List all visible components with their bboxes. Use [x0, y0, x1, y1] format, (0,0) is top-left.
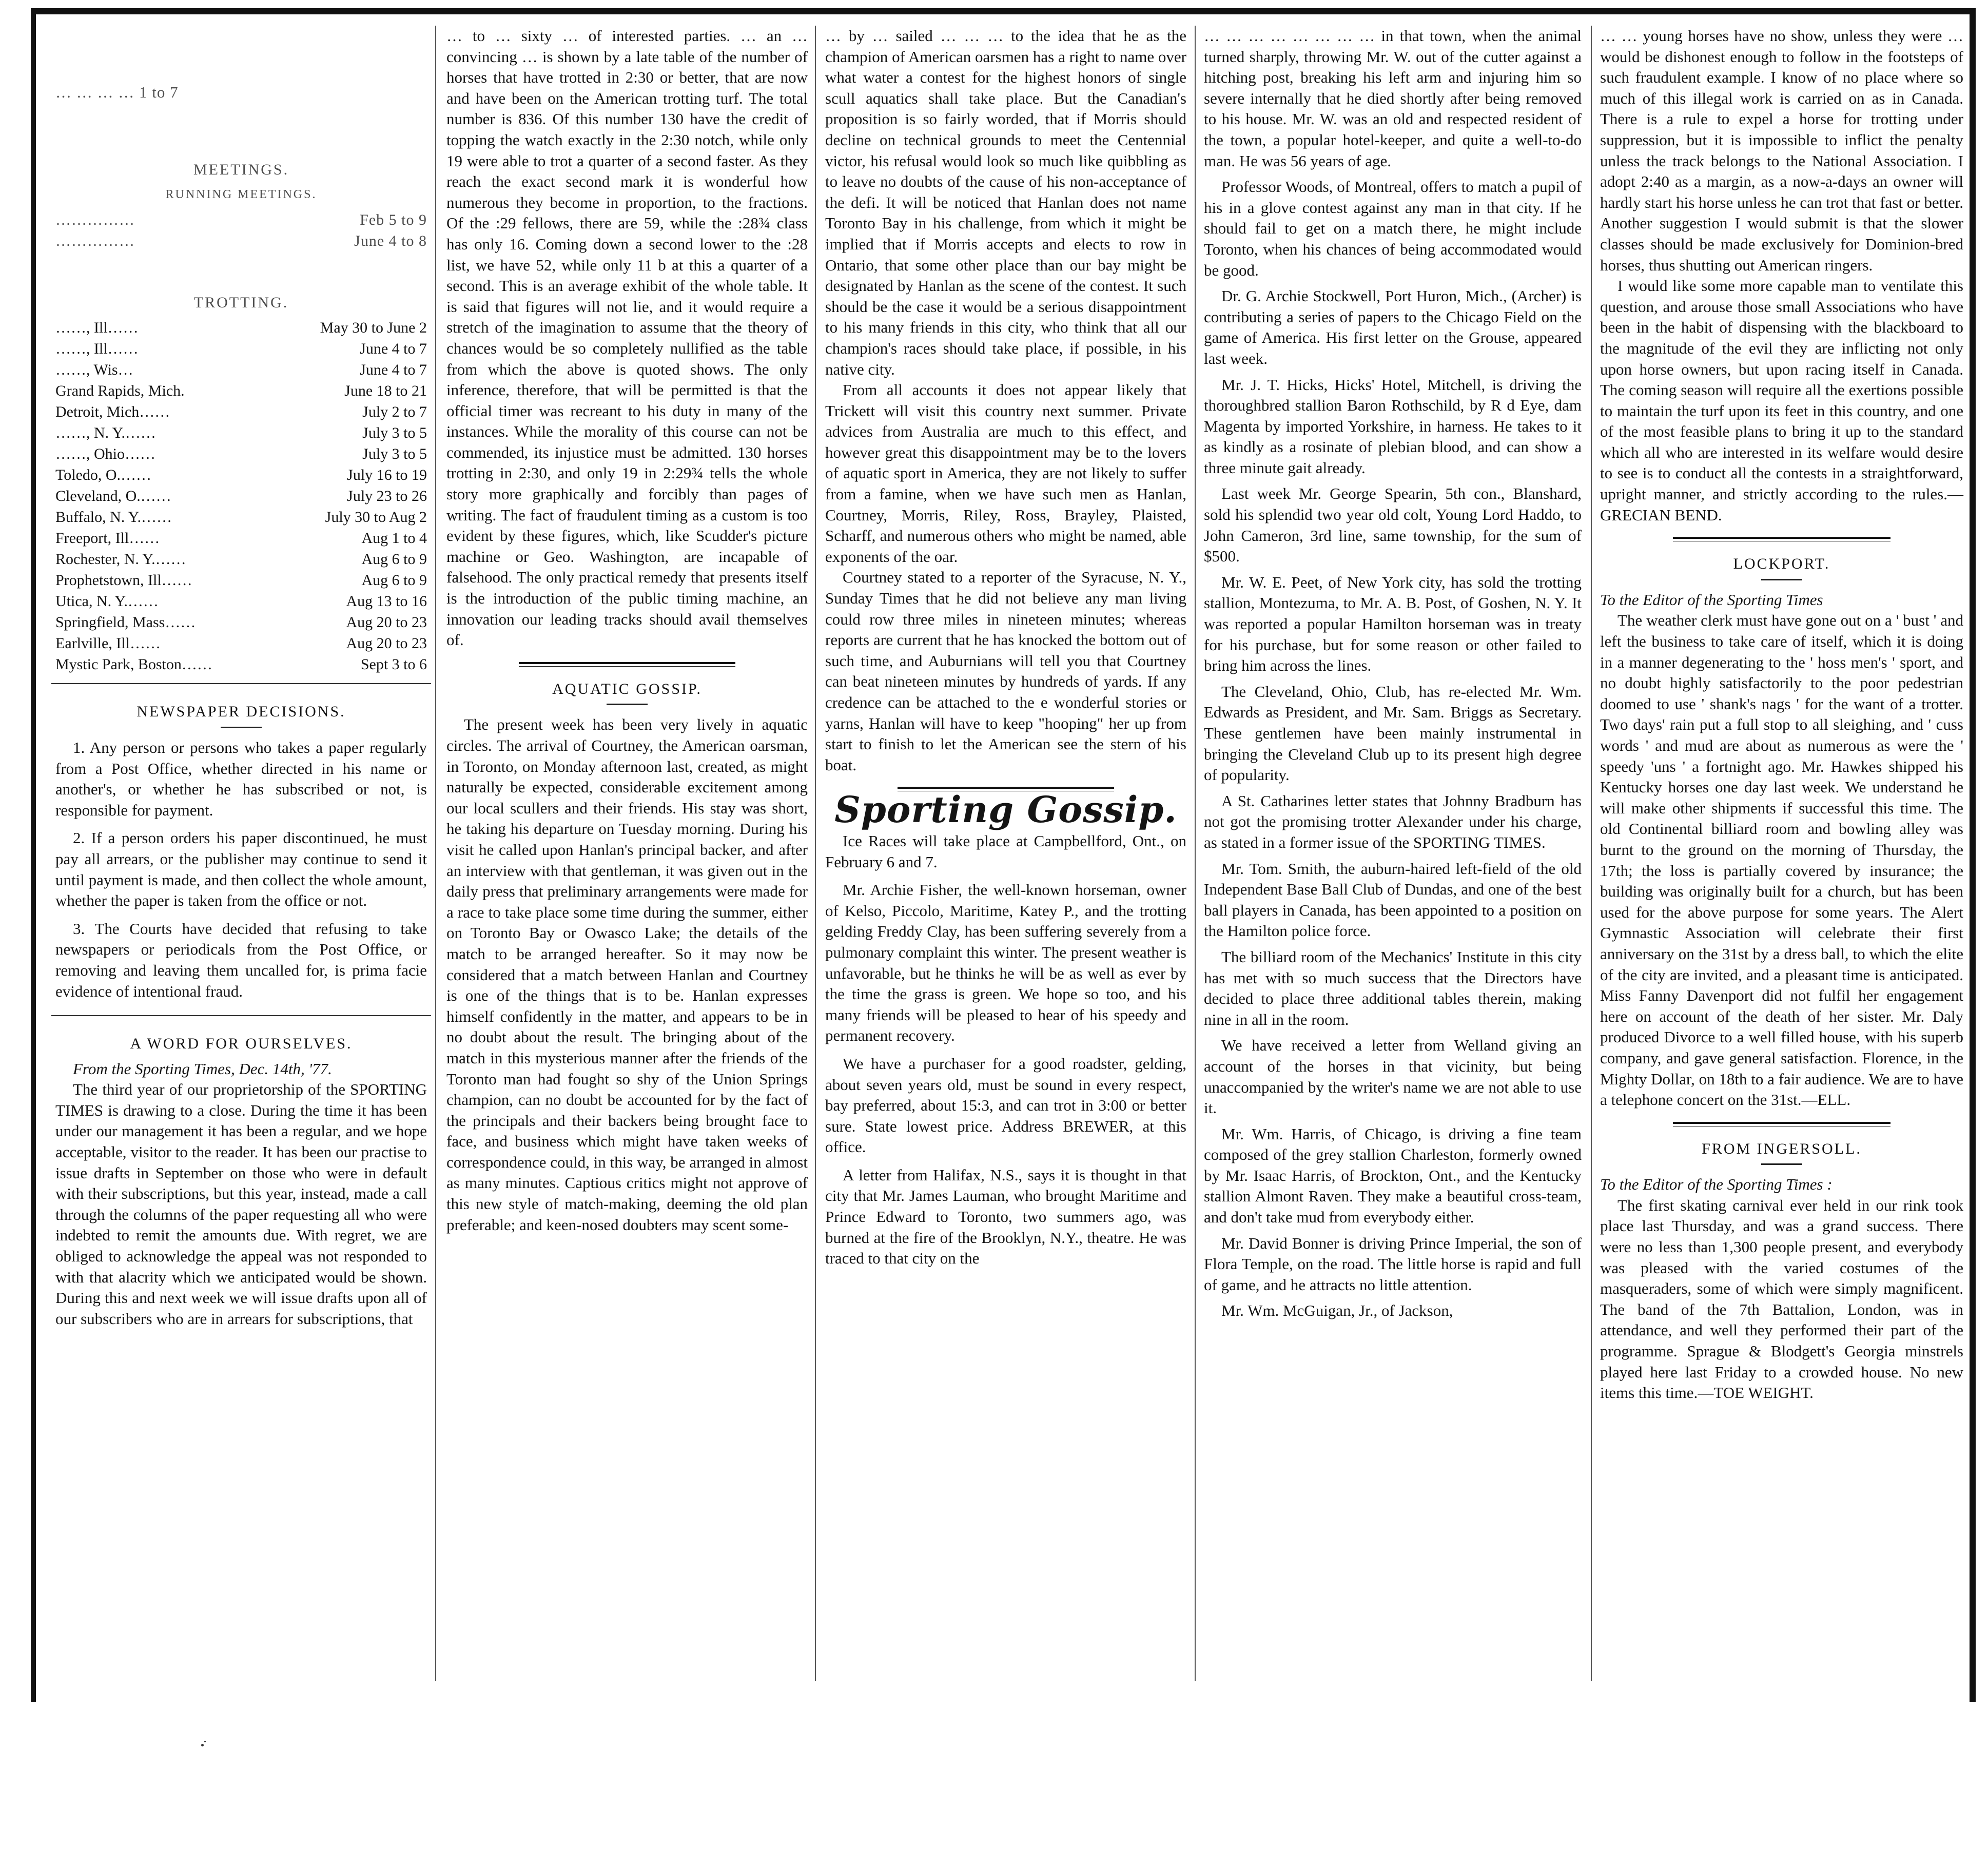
schedule-date: July 2 to 7 [362, 403, 427, 421]
schedule-row [55, 507, 427, 528]
gossip-item-hicks: Mr. J. T. Hicks, Hicks' Hotel, Mitchell, is driving the thoroughbred stallion Baron Rothschild, by R d Eye, dam Magenta by imported Yorkshire, in harness. He takes to it as kindly as a rosinate of plebian blood, and can show a three minute gait already. [1204, 375, 1582, 477]
schedule-row [55, 633, 427, 654]
lockport-heading: LOCKPORT. [1733, 555, 1830, 573]
schedule-row [55, 422, 427, 443]
newspaper-decisions-heading: NEWSPAPER DECISIONS. [137, 703, 346, 721]
aquatic-gossip-heading: AQUATIC GOSSIP. [552, 680, 702, 697]
heading-dash [607, 704, 648, 705]
schedule-place: ……, N. Y.…… [55, 424, 156, 442]
gossip-item-harris: Mr. Wm. Harris, of Chicago, is driving a fine team composed of the grey stallion Charleston, formerly owned by Mr. Isaac Harris, of Brockton, Ont., and the Kentucky stallion Almont Raven. They make a beautiful cross-team, and don't take mud from everybody either. [1204, 1124, 1582, 1227]
schedule-place: …………… [55, 211, 135, 228]
word-source: From the Sporting Times, Dec. 14th, '77. [73, 1059, 332, 1078]
schedule-row [55, 654, 427, 675]
schedule-place: ……, Ill…… [55, 340, 139, 358]
schedule-date: July 30 to Aug 2 [325, 509, 427, 526]
column-rule [815, 26, 816, 1681]
heading-dash [1761, 579, 1802, 580]
schedule-row [55, 464, 427, 485]
gossip-item-halifax-letter: A letter from Halifax, N.S., says it is thought in that city that Mr. James Lauman, who brought Maritime and Prince Edward to Toronto, two summers ago, was burned at the fire of the Brooklyn, N.Y., theatre. He was traced to that city on the [825, 1165, 1186, 1268]
schedule-row [55, 591, 427, 612]
hanlan-article-body: … by … sailed … … … to the idea that he as the champion of American oarsmen has a right to name over what water a contest for the highest honors of single scull aquatics shall take place. But the Canadian's proposition is so fairly worded, that if Morris should decline on technical grounds to meet the Centennial victor, his refusal would look so much like quibbling as to leave no doubts of the cause of his non-acceptance of the defi. It will be noticed that Hanlan does not name Toronto Bay in his challenge, from which it might be implied that if Morris accepts and elects to row in Ontario, that some other place than our bay might be designated by Hanlan as the scene of the contest. It such should be the case it would be a serious disappointment to his many friends in this city, who think that all our champion's races should take place, if possible, in his native city. [825, 27, 1186, 378]
schedule-row [55, 528, 427, 549]
schedule-place: Utica, N. Y.…… [55, 593, 159, 610]
section-rule [51, 683, 431, 684]
gossip-item-peet: Mr. W. E. Peet, of New York city, has sold the trotting stallion, Montezuma, to Mr. A. B. Post, of Goshen, N. Y. It was reported a popular Hamilton horseman was in treaty for his purchase, but for some reason or other failed to bring him across the lines. [1204, 573, 1582, 675]
schedule-place: Rochester, N. Y.…… [55, 551, 186, 568]
ingersoll-heading: FROM INGERSOLL. [1702, 1140, 1862, 1157]
gossip-item-tom-smith: Mr. Tom. Smith, the auburn-haired left-field of the old Independent Base Ball Club of Dundas, and one of the best ball players in Canada, has been appointed to a position on the Hamilton police force. [1204, 859, 1582, 940]
schedule-date: Aug 6 to 9 [361, 551, 427, 568]
schedule-date: Sept 3 to 6 [360, 656, 427, 673]
column-1 [51, 26, 431, 1702]
schedule-place: Prophetstown, Ill…… [55, 572, 192, 589]
timing-letter-signature: —GRECIAN BEND. [1600, 485, 1963, 524]
gossip-item-cleveland-club: The Cleveland, Ohio, Club, has re-elected Mr. Wm. Edwards as President, and Mr. Sam. Briggs as Secretary. These gentlemen have been mainly instrumental in bringing the Cleveland Club up to its present high degree of popularity. [1204, 682, 1582, 784]
schedule-place: Mystic Park, Boston…… [55, 656, 212, 673]
lockport-signature: —ELL. [1801, 1091, 1851, 1109]
gossip-item-st-catharines: A St. Catharines letter states that Johnny Bradburn has not got the promising trotter Alexander under his charge, as stated in a former issue of the SPORTING TIMES. [1204, 791, 1582, 851]
schedule-date: Aug 1 to 4 [361, 530, 427, 547]
schedule-place: ……, Wis… [55, 361, 133, 379]
schedule-date: July 3 to 5 [362, 424, 427, 442]
schedule-date: June 18 to 21 [344, 382, 427, 400]
column-4 [1200, 26, 1586, 1702]
running-schedule [55, 209, 427, 251]
decision-1: 1. Any person or persons who takes a paper regularly from a Post Office, whether directed in his name or another's, or whether he has subscribed or not, is responsible for payment. [55, 738, 427, 819]
schedule-date: July 16 to 19 [347, 467, 427, 484]
schedule-date: June 4 to 7 [360, 340, 427, 358]
gossip-item-archie-fisher: Mr. Archie Fisher, the well-known horseman, owner of Kelso, Piccolo, Maritime, Katey P., and the trotting gelding Freddy Clay, has been suffering severely from a pulmonary complaint this winter. The present weather is unfavorable, but he thinks he will be as well as ever by the time the grass is green. We hope so too, and his many friends will be pleased to hear of his speedy and permanent recovery. [825, 881, 1186, 1045]
schedule-row [55, 380, 427, 401]
schedule-place: Springfield, Mass…… [55, 614, 196, 631]
header-line: … … … … 1 to 7 [55, 83, 179, 101]
schedule-date: June 4 to 7 [360, 361, 427, 379]
schedule-row [55, 359, 427, 380]
section-rule [1673, 537, 1891, 541]
ingersoll-signature: —TOE WEIGHT. [1698, 1384, 1814, 1402]
schedule-date: July 23 to 26 [347, 488, 427, 505]
schedule-place: ……, Ohio…… [55, 445, 155, 463]
meetings-heading: MEETINGS. [193, 161, 289, 178]
gossip-item-welland-letter: We have received a letter from Welland giving an account of the horses in that vicinity, but being unaccompanied by the writer's name we are not able to use it. [1204, 1036, 1582, 1117]
running-meetings-heading: RUNNING MEETINGS. [165, 188, 317, 202]
ingersoll-letter-text: The first skating carnival ever held in our rink took place last Thursday, and was a grand success. There were no less than 1,300 people present, and everybody was pleased with the varied costumes of the masqueraders, some of which were simply magnificent. The band of the 7th Battalion, London, was in attendance, and well they performed their part of the programme. Sprague & Blodgett's Georgia minstrels played here last Friday to a crowded house. No new items this time. [1600, 1196, 1963, 1402]
lockport-letter-text: The weather clerk must have gone out on a ' bust ' and left the business to take care of itself, which it is doing in a manner degenerating to the ' hoss men's ' sport, and no doubt highly satisfactorily to the poor pedestrian doomed to use ' shank's nags ' for the want of a trotter. Two days' rain put a full stop to all sleighing, and ' cuss words ' and mud are about as numerous as were the ' speedy 'uns ' a fortnight ago. Mr. Hawkes shipped his Kentucky horses one day last week. We understand he will make other shipments if successful this time. The old Continental billiard room and bowling alley was burnt to the ground on the morning of Thursday, the 17th; the loss is partially covered by insurance; the building was originally built for a church, but has been used for the above purpose for some years. The Alert Gymnastic Association will celebrate their first anniversary on the 31st by a dress ball, to which the elite of the city are invited, and a pleasant time is anticipated. Miss Fanny Davenport did not fulfil her engagement here on account of the death of her sister. Mr. Daly produced Divorce to a well filled house, with his superb company, and gave general satisfaction. Florence, in the Mighty Dollar, on 18th to a fair audience. We are to have a telephone concert on the 31st. [1600, 611, 1963, 1109]
schedule-date: Feb 5 to 9 [360, 211, 427, 228]
schedule-row [55, 338, 427, 359]
heading-dash [221, 727, 262, 728]
schedule-date: Aug 20 to 23 [346, 614, 427, 631]
schedule-date: May 30 to June 2 [320, 319, 427, 337]
schedule-row [55, 443, 427, 464]
gossip-item-professor-woods: Professor Woods, of Montreal, offers to match a pupil of his in a glove contest against any man in that city. If he should fail to get on a match there, he might include Toronto, when his chances of being accommodated would be good. [1204, 178, 1582, 279]
trotting-heading: TROTTING. [193, 294, 289, 311]
timing-article-body: … to … sixty … of interested parties. … an … convincing … is shown by a late table of the number of horses that have trotted in 2:30 or better, that are now and have been on the American trotting turf. The total number is 836. Of this number 130 have the credit of topping the watch exactly in the 2:30 notch, while only 19 were able to trot a quarter of a second faster. As they reach the exact second mark it is wonderful how numerous they become in proportion, to the fractions. Of the :29 fellows, there are 59, while the :28¾ class has only 16. Coming down a second lower to the :28 list, we have 52, while only 11 b at this a quarter of a second. This is an average exhibit of the whole table. It is said that figures will not lie, and it would require a stretch of the imagination to assume that the theory of chances would be so completely nullified as the table from which the above is quoted shows. The only inference, therefore, that will be permitted is that the official timer was recreant to his duty in many of the instances. While the morality of this course can not be commended, its injustice must be admitted. 130 horses trotting in 2:30, and only 19 in 2:29¾ tells the whole story more graphically and forcibly than pages of writing. The fact of fraudulent timing as a custom is too evident by these figures, which, like Scudder's picture machine or Geo. Washington, are incapable of falsehood. The only practical remedy that presents itself is the introduction of the public timing machine, an innovation our leading tracks should avail themselves of. [446, 27, 808, 649]
section-rule [51, 1015, 431, 1016]
section-rule [1673, 1122, 1891, 1126]
gossip-item-ice-races: Ice Races will take place at Campbellford, Ont., on February 6 and 7. [825, 831, 1186, 871]
gossip-item-mcguigan: Mr. Wm. McGuigan, Jr., of Jackson, [1221, 1301, 1453, 1320]
gossip-item-roadster-wanted: We have a purchaser for a good roadster, gelding, about seven years old, must be sound in every respect, bay preferred, about 15:3, and can trot in 3:00 or better sure. State lowest price. Address BREWER, at this office. [825, 1054, 1186, 1156]
gossip-item-bonner: Mr. David Bonner is driving Prince Imperial, the son of Flora Temple, on the road. The little horse is rapid and full of game, and he attracts no little attention. [1204, 1234, 1582, 1294]
schedule-place: Detroit, Mich…… [55, 403, 170, 421]
ingersoll-salutation: To the Editor of the Sporting Times : [1600, 1175, 1833, 1194]
section-rule [519, 662, 735, 667]
schedule-place: ……, Ill…… [55, 319, 139, 337]
column-3 [821, 26, 1191, 1702]
schedule-date: Aug 13 to 16 [346, 593, 427, 610]
column-rule [435, 26, 436, 1681]
schedule-row [55, 549, 427, 570]
gossip-item-stockwell: Dr. G. Archie Stockwell, Port Huron, Mich., (Archer) is contributing a series of papers to the Chicago Field on the game of America. His first letter on the Grouse, appeared last week. [1204, 287, 1582, 367]
courtney-paragraph: Courtney stated to a reporter of the Syracuse, N. Y., Sunday Times that he did not believe any man living could row three miles in nineteen minutes; whereas reports are current that he has knocked the bottom out of such time, and Auburnians will tell you that Courtney can beat nineteen minutes by hundreds of yards. If any credence can be attached to the e wonderful stories or yarns, Hanlan will have to keep "hooping" her up from start to finish to let the American see the stern of his boat. [825, 568, 1186, 774]
schedule-place: …………… [55, 232, 135, 249]
column-5 [1596, 26, 1967, 1702]
gossip-item-spearin: Last week Mr. George Spearin, 5th con., Blanshard, sold his splendid two year old colt, Young Lord Haddo, to John Cameron, 3rd line, same township, for the sum of $500. [1204, 484, 1582, 566]
lockport-salutation: To the Editor of the Sporting Times [1600, 590, 1823, 609]
ingersoll-letter [1600, 1195, 1963, 1404]
column-rule [1195, 26, 1196, 1681]
schedule-date: June 4 to 8 [354, 232, 427, 249]
ink-speck [201, 1744, 204, 1746]
ink-speck [204, 1741, 206, 1742]
schedule-row [55, 612, 427, 633]
decision-2: 2. If a person orders his paper discontinued, he must pay all arrears, or the publisher may continue to send it until payment is made, and then collect the whole amount, whether the paper is taken from the office or not. [55, 829, 427, 910]
trotting-schedule [55, 317, 427, 675]
schedule-place: Freeport, Ill…… [55, 530, 160, 547]
column-rule [1591, 26, 1592, 1681]
schedule-date: Aug 20 to 23 [346, 635, 427, 652]
schedule-place: Grand Rapids, Mich. [55, 382, 185, 400]
schedule-place: Cleveland, O.…… [55, 488, 171, 505]
newspaper-page [31, 8, 1976, 1702]
lockport-letter [1600, 610, 1963, 1110]
gossip-item-accident: … … … … … … … … in that town, when the animal turned sharply, throwing Mr. W. out of the cutter against a hitching post, breaking his left arm and injuring him so severe internally that he died shortly after being removed to his house. Mr. W. was an old and respected resident of the town, a popular hotel-keeper, and quite a well-to-do man. He was 56 years of age. [1204, 27, 1582, 170]
schedule-row [55, 230, 427, 251]
timing-letter-closing [1600, 276, 1963, 526]
heading-dash [1761, 1163, 1802, 1165]
schedule-row [55, 570, 427, 591]
schedule-row [55, 317, 427, 338]
schedule-date: July 3 to 5 [362, 445, 427, 463]
schedule-row [55, 485, 427, 507]
schedule-place: Buffalo, N. Y.…… [55, 509, 172, 526]
decision-3: 3. The Courts have decided that refusing to take newspapers or periodicals from the Post Office, or removing and leaving them uncalled for, is prima facie evidence of intentional fraud. [55, 919, 427, 1000]
column-2 [442, 26, 812, 1702]
word-body: The third year of our proprietorship of the SPORTING TIMES is drawing to a close. During the time it has been under our management it has been a regular, and we hope acceptable, visitor to the reader. It has been our practise to issue drafts in September on those who were in default with their subscriptions, but this year, instead, made a call through the columns of the paper requesting all who were indebted to remit the amounts due. With regret, we are obliged to acknowledge the appeal was not responded to with that alacrity which we anticipated would be shown. During this and next week we will issue drafts upon all of our subscribers who are in arrears for subscriptions, that [55, 1080, 427, 1328]
schedule-place: Toledo, O.…… [55, 467, 152, 484]
gossip-item-billiard-room: The billiard room of the Mechanics' Institute in this city has met with so much success that the Directors have decided to place three additional tables therein, making nine in all in the room. [1204, 947, 1582, 1028]
trickett-paragraph: From all accounts it does not appear likely that Trickett will visit this country next summer. Private advices from Australia are much to this effect, and however great this disappointment may be to the lovers of aquatic sport in America, they are not likely to suffer from a famine, when we have such men as Hanlan, Courtney, Morris, Riley, Ross, Brayley, Plaisted, Scharff, and numerous others who might be named, able exponents of the oar. [825, 381, 1186, 566]
aquatic-gossip-body: The present week has been very lively in aquatic circles. The arrival of Courtney, the American oarsman, in Toronto, on Monday afternoon last, created, as might naturally be expected, considerable excitement among our local scullers and their friends. His stay was short, he taking his departure on Tuesday morning. During his visit he called upon Hanlan's principal backer, and after an interview with that gentleman, it was given out in the daily press that preliminary arrangements were made for a race to take place some time during the summer, either on Toronto Bay or Owasco Lake; the details of the match to be arranged hereafter. So it may now be considered that a match between Hanlan and Courtney is one of the things that is to be. Hanlan expresses himself confidently in the matter, and appears to be in no doubt about the result. The bringing about of the match in this mysterious manner after the friends of the Toronto man had fought so shy of the Union Springs champion, can no doubt be accounted for by the fact of the principals and their backers being brought face to face, and business which might have taken weeks of correspondence could, in this way, be arranged in almost as many minutes. Captious critics might not approve of this new style of match-making, deeming the old plan preferable; and keen-nosed doubters may scent some- [446, 715, 808, 1234]
sporting-gossip-heading: Sporting Gossip. [834, 788, 1177, 831]
schedule-row [55, 401, 427, 422]
schedule-place: Earlville, Ill…… [55, 635, 161, 652]
timing-letter-body: … … young horses have no show, unless they were … would be dishonest enough to follow in the footsteps of such fraudulent example. I know of no place where so much of this illegal work is carried on as in Canada. There is a rule to expel a horse for trotting under suppression, but it is impossible to inflict the penalty unless the track belongs to the National Association. I adopt 2:40 as a margin, as a now-a-days an owner will hardly start his horse unless he can trot that fast or better. Another suggestion I would submit is that the slower classes should be made exclusively for Dominion-bred horses, thus shutting out American ringers. [1600, 27, 1963, 274]
word-for-ourselves-heading: A WORD FOR OURSELVES. [130, 1035, 353, 1053]
schedule-row [55, 209, 427, 230]
schedule-date: Aug 6 to 9 [361, 572, 427, 589]
timing-letter-closing-text: I would like some more capable man to ventilate this question, and arouse those small Associations who have been in the habit of dispensing with the blackboard to the magnitude of the evil they are inflicting not only upon horse owners, but upon racing itself in Canada. The coming season will require all the exertions possible to maintain the turf upon its feet in this country, and one of the most feasible plans to bring it up to the standard which all who are interested in its welfare would desire to see is to conduct all the contests in a straightforward, upright manner, and strictly according to the rules. [1600, 277, 1963, 503]
